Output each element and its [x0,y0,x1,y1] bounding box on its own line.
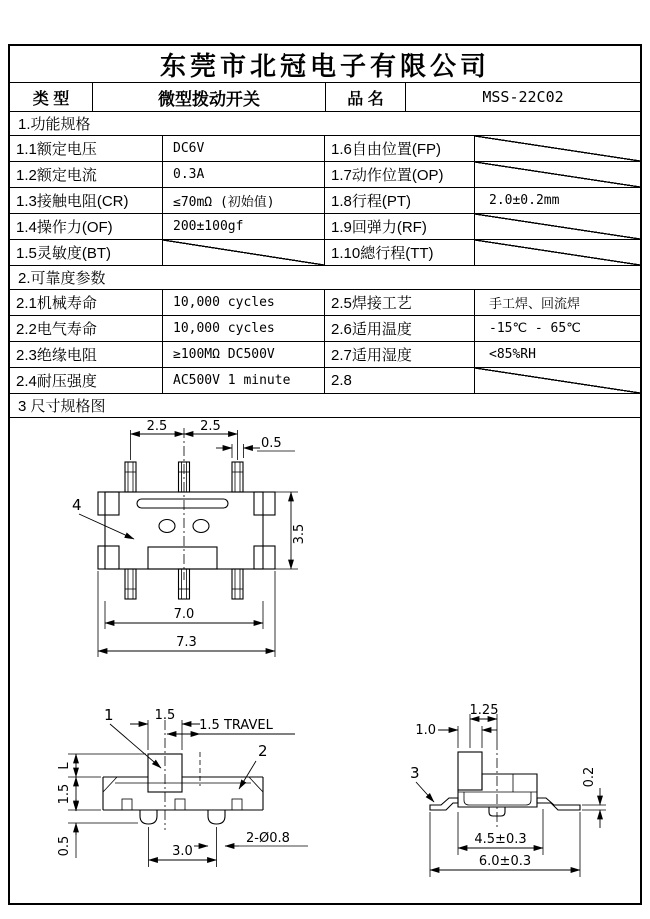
gullwing-lead [430,798,458,810]
gullwing-lead [537,798,580,810]
spec-label: 1.9回弹力(RF) [324,214,474,239]
dimension-drawings [10,418,640,903]
document-frame [8,44,642,905]
spec-label: 1.4操作力(OF) [16,219,113,236]
spec-row-5 [10,240,640,266]
dim-label: 3.5 [292,523,307,545]
rel-row-1 [10,290,640,316]
type-value: 微型拨动开关 [92,83,325,111]
dim-label: 7.0 [173,607,195,622]
dim-label: 1.5 [57,783,72,805]
company-name: 东莞市北冠电子有限公司 [159,50,490,81]
section-functional-header: 1.功能规格 [10,112,640,136]
spec-row-2 [10,162,640,188]
type-label: 类 型 [32,90,70,108]
dim-label: 6.0±0.3 [478,854,532,869]
spec-label: 2.2电气寿命 [16,321,97,338]
spec-label: 1.10總行程(TT) [324,240,474,265]
type-name-row [10,83,640,112]
dim-label: 2-Ø0.8 [246,831,290,846]
rel-row-3 [10,342,640,368]
spec-value: DC6V [162,136,324,161]
spec-value-na [474,136,640,161]
body-hole [193,520,209,533]
spec-value: 手工焊、回流焊 [474,290,640,315]
company-title-row [10,46,640,83]
spec-label: 1.3接触电阻(CR) [16,193,129,210]
spec-value-na [474,214,640,239]
spec-value-na [162,240,324,265]
spec-label: 1.7动作位置(OP) [324,162,474,187]
spec-label: 1.1额定电压 [16,141,97,158]
spec-label: 2.6适用温度 [324,316,474,341]
spec-label: 1.6自由位置(FP) [324,136,474,161]
slider-knob-side [458,752,482,790]
spec-row-3 [10,188,640,214]
product-label: 品 名 [325,83,405,111]
spec-label: 2.3绝缘电阻 [16,347,97,364]
spec-value-na [474,162,640,187]
part-label: 3 [410,764,420,782]
dim-label: 2.5 [200,419,221,434]
spec-value-na [474,368,640,393]
body-hole [159,520,175,533]
top-view-drawing [72,419,307,657]
solder-pin [140,810,157,824]
dim-label: 1.5 TRAVEL [199,718,273,733]
product-value: MSS-22C02 [405,83,640,111]
dim-label: 4.5±0.3 [474,832,527,847]
spec-value: <85%RH [474,342,640,367]
spec-value: 200±100gf [162,214,324,239]
dim-label: 0.5 [261,436,282,451]
spec-value: 10,000 cycles [162,290,324,315]
slider-slot [137,499,228,508]
side-view-drawing [410,703,606,877]
spec-row-4 [10,214,640,240]
spec-label: 2.8 [324,368,474,393]
spec-value: 0.3A [162,162,324,187]
section-reliability-header: 2.可靠度参数 [10,266,640,290]
part-label: 2 [258,742,268,760]
dimension-drawing-area [10,418,640,903]
rel-row-4 [10,368,640,394]
dim-label: L [57,762,72,770]
spec-value: 2.0±0.2mm [474,188,640,213]
section-dimensions-header: 3 尺寸规格图 [10,394,640,418]
dim-label: 1.5 [154,708,176,723]
rel-row-2 [10,316,640,342]
part-label: 4 [72,496,82,514]
spec-row-1 [10,136,640,162]
front-view-drawing [57,706,308,867]
spec-label: 2.4耐压强度 [16,373,97,390]
spec-value: ≥100MΩ DC500V [162,342,324,367]
part-label: 1 [104,706,114,724]
dim-label: 1.25 [469,703,499,718]
dim-label: 2.5 [146,419,168,434]
spec-label: 1.5灵敏度(BT) [16,245,112,262]
spec-label: 1.2额定电流 [16,167,97,184]
spec-value: ≤70mΩ (初始值) [162,188,324,213]
spec-value: -15℃ - 65℃ [474,316,640,341]
spec-label: 2.5焊接工艺 [324,290,474,315]
dim-label: 1.0 [415,723,436,738]
spec-value: 10,000 cycles [162,316,324,341]
spec-value-na [474,240,640,265]
dim-label: 3.0 [172,844,193,859]
spec-label: 2.7适用湿度 [324,342,474,367]
dim-label: 0.2 [582,766,597,788]
spec-label: 1.8行程(PT) [324,188,474,213]
spec-label: 2.1机械寿命 [16,295,97,312]
spec-value: AC500V 1 minute [162,368,324,393]
dim-label: 7.3 [176,635,197,650]
dim-label: 0.5 [57,835,72,857]
solder-pin [208,810,225,824]
